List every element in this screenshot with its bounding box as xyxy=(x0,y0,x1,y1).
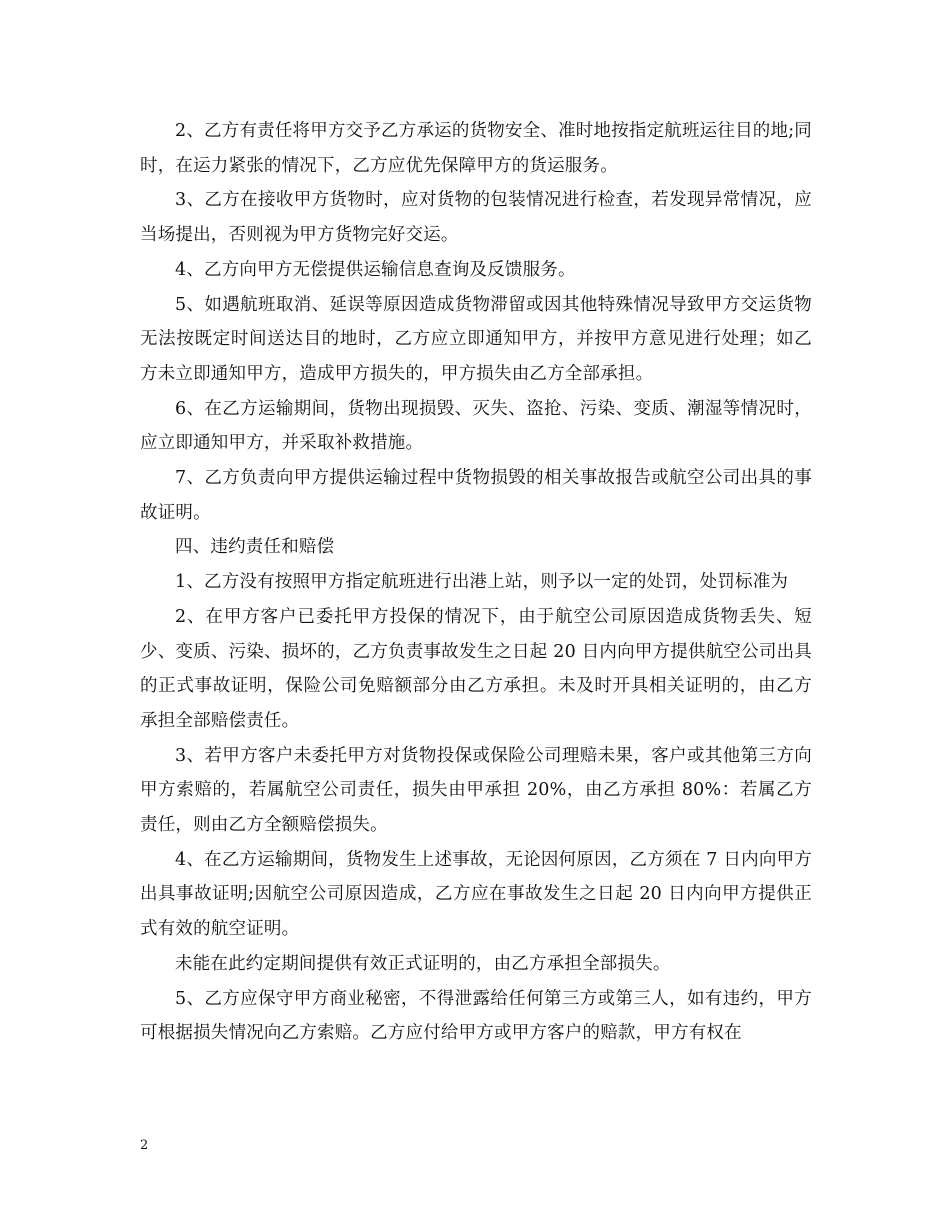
section-heading: 四、违约责任和赔偿 xyxy=(175,537,335,558)
clause-paragraph: 2、乙方有责任将甲方交予乙方承运的货物安全、准时地按指定航班运往目的地;同时，在运力紧张的情况下，乙方应优先保障甲方的货运服务。 xyxy=(140,121,812,176)
clause-paragraph: 4、乙方向甲方无偿提供运输信息查询及反馈服务。 xyxy=(175,259,576,280)
clause-paragraph: 2、在甲方客户已委托甲方投保的情况下，由于航空公司原因造成货物丢失、短少、变质、污染、损坏的，乙方负责事故发生之日起 20 日内向甲方提供航空公司出具的正式事故证明，保险公司免赔额部分由乙方承担。未及时开具相关证明的，由乙方承担全部赔偿责任。 xyxy=(140,606,812,731)
page-number: 2 xyxy=(140,1138,149,1153)
clause-paragraph: 4、在乙方运输期间，货物发生上述事故，无论因何原因，乙方须在 7 日内向甲方出具事故证明;因航空公司原因造成，乙方应在事故发生之日起 20 日内向甲方提供正式有效的航空证明。 xyxy=(140,849,812,940)
clause-paragraph: 未能在此约定期间提供有效正式证明的，由乙方承担全部损失。 xyxy=(175,953,671,974)
document-body xyxy=(140,114,812,1051)
clause-paragraph: 7、乙方负责向甲方提供运输过程中货物损毁的相关事故报告或航空公司出具的事故证明。 xyxy=(140,468,812,523)
clause-paragraph: 5、如遇航班取消、延误等原因造成货物滞留或因其他特殊情况导致甲方交运货物无法按既定时间送达目的地时，乙方应立即通知甲方，并按甲方意见进行处理；如乙方未立即通知甲方，造成甲方损失的，甲方损失由乙方全部承担。 xyxy=(140,294,812,384)
clause-paragraph: 5、乙方应保守甲方商业秘密，不得泄露给任何第三方或第三人，如有违约，甲方可根据损失情况向乙方索赔。乙方应付给甲方或甲方客户的赔款，甲方有权在 xyxy=(140,988,812,1044)
clause-paragraph: 6、在乙方运输期间，货物出现损毁、灭失、盗抢、污染、变质、潮湿等情况时，应立即通知甲方，并采取补救措施。 xyxy=(140,398,812,454)
clause-paragraph: 3、若甲方客户未委托甲方对货物投保或保险公司理赔未果，客户或其他第三方向甲方索赔的，若属航空公司责任，损失由甲承担 20%，由乙方承担 80%：若属乙方责任，则由乙方全额赔偿损失。 xyxy=(140,745,812,836)
clause-paragraph: 1、乙方没有按照甲方指定航班进行出港上站，则予以一定的处罚，处罚标准为 xyxy=(175,572,789,593)
clause-paragraph: 3、乙方在接收甲方货物时，应对货物的包装情况进行检查，若发现异常情况，应当场提出，否则视为甲方货物完好交运。 xyxy=(140,190,812,246)
